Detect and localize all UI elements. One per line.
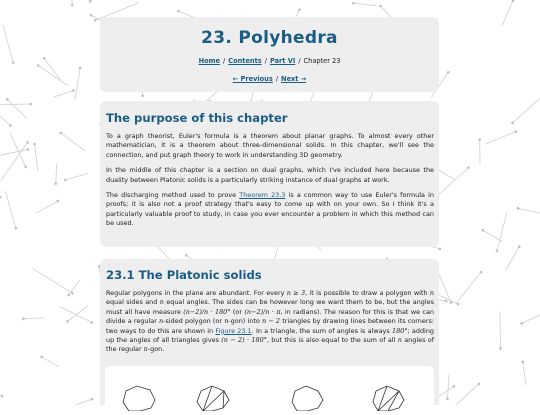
pager	[100, 75, 439, 83]
background-line	[3, 25, 13, 63]
background-node	[447, 71, 450, 74]
background-node	[141, 95, 144, 98]
background-node	[91, 321, 94, 324]
background-node	[0, 196, 1, 199]
background-node	[467, 166, 470, 169]
background-node	[29, 103, 32, 106]
background-line	[353, 3, 376, 6]
background-line	[522, 313, 540, 324]
background-node	[298, 8, 301, 11]
background-node	[439, 247, 442, 250]
background-line	[61, 133, 85, 151]
page-title: 23. Polyhedra	[100, 17, 439, 48]
math: (n − 2) · 180°	[221, 336, 267, 344]
background-line	[44, 58, 61, 80]
background-node	[482, 229, 485, 232]
breadcrumb-part-link[interactable]: Part VI	[270, 57, 295, 65]
heptagon-triangulated-shape	[373, 386, 404, 411]
background-node	[71, 4, 74, 7]
background-node	[480, 271, 483, 274]
background-node	[177, 10, 180, 13]
paragraph: Regular polygons in the plane are abundant. For every n ≥ 3, it is possible to draw a polygon with n equal sides and n equal angles. The sides can be however long we want them to be, but the angles must all have measure (n−2)/n · 180° (or (n−2)/n · π, in radians). The reason for this is that we can divide a regular n-sided polygon (or n-gon) into n − 2 triangles by drawing lines between its corners: two ways to do this are shown in Figure 23.1. In a triangle, the sum of angles is always 180°; adding up the angles of all triangles gives (n − 2) · 180°, but this is also equal to the sum of all n angles of the regular n-gon.	[106, 289, 434, 355]
background-node	[66, 320, 69, 323]
previous-link[interactable]: ← Previous	[233, 75, 273, 83]
background-line	[42, 357, 59, 367]
purpose-section	[100, 101, 439, 247]
polygon-figure	[105, 366, 434, 411]
background-line	[35, 144, 38, 171]
background-node	[450, 301, 453, 304]
background-node	[520, 322, 523, 325]
math: n	[159, 317, 163, 325]
platonic-section	[100, 259, 439, 405]
paragraph: The discharging method used to prove Theorem 23.3 is a common way to use Euler's formula in proofs; it is also not a proof strategy that's easy to come up with on your own. So I think it's a particularly valuable proof to study, in case you ever encounter a problem in which this method can be used.	[106, 191, 434, 229]
background-node	[26, 141, 29, 144]
paragraph: To a graph theorist, Euler's formula is a theorem about planar graphs. To almost every other mathematician, it is a theorem about three-dimensional solids. In this chapter, we'll see the connection, and put graph theory to work in understanding 3D geometry.	[106, 132, 434, 160]
background-line	[90, 0, 116, 1]
background-line	[68, 399, 92, 405]
background-line	[445, 384, 479, 405]
figure-link[interactable]: Figure 23.1	[215, 327, 251, 335]
heptagon-shape	[292, 386, 323, 411]
background-line	[505, 247, 519, 271]
background-node	[79, 67, 82, 70]
background-node	[12, 61, 15, 64]
background-line	[7, 99, 27, 118]
background-line	[485, 132, 515, 144]
background-line	[0, 112, 10, 125]
background-node	[496, 249, 499, 252]
heptagon-shape	[123, 386, 155, 411]
math: n	[224, 317, 228, 325]
background-line	[456, 272, 481, 303]
background-line	[56, 164, 57, 184]
background-node	[43, 57, 46, 60]
background-line	[5, 191, 16, 228]
background-node	[446, 397, 449, 400]
background-node	[54, 182, 57, 185]
background-node	[518, 245, 521, 248]
background-node	[94, 19, 97, 22]
background-node	[24, 166, 27, 169]
background-node	[27, 148, 30, 151]
background-line	[75, 68, 80, 100]
background-line	[518, 208, 540, 215]
background-node	[37, 64, 40, 67]
background-line	[448, 374, 450, 398]
math: n	[398, 336, 402, 344]
math: (n−2)/n · 180°	[183, 308, 230, 316]
background-node	[457, 303, 460, 306]
paragraph: In the middle of this chapter is a section on dual graphs, which I've included here because the duality between Platonic solids is a particularly striking instance of dual graphs at work.	[106, 166, 434, 185]
math: (n−2)/n · π	[244, 308, 280, 316]
math: n ≥ 3	[287, 289, 305, 297]
background-node	[512, 0, 515, 2]
background-line	[0, 379, 2, 397]
figure-23-1	[105, 366, 434, 411]
breadcrumb-current: Chapter 23	[304, 57, 341, 65]
background-node	[352, 2, 355, 5]
breadcrumb-contents-link[interactable]: Contents	[228, 57, 261, 65]
background-node	[517, 207, 520, 210]
math: n − 2	[262, 317, 280, 325]
background-node	[89, 0, 92, 3]
math: n	[144, 345, 148, 353]
background-line	[38, 65, 68, 85]
background-node	[22, 318, 25, 321]
background-node	[40, 356, 43, 359]
breadcrumb-separator: /	[298, 57, 300, 65]
background-node	[452, 385, 455, 388]
background-node	[499, 347, 502, 350]
background-line	[10, 133, 26, 167]
background-line	[0, 149, 28, 159]
breadcrumb-home-link[interactable]: Home	[199, 57, 220, 65]
background-node	[1, 395, 4, 398]
background-node	[185, 254, 188, 257]
background-line	[36, 201, 58, 213]
math: 180°	[392, 327, 408, 335]
section-heading: The purpose of this chapter	[106, 101, 434, 125]
background-line	[513, 97, 540, 122]
background-node	[33, 143, 36, 146]
background-node	[478, 383, 481, 386]
background-node	[90, 14, 93, 17]
background-node	[9, 124, 12, 127]
background-node	[91, 398, 94, 401]
background-line	[32, 268, 72, 293]
background-node	[71, 292, 74, 295]
breadcrumb-separator: /	[223, 57, 225, 65]
background-node	[521, 361, 524, 364]
background-line	[69, 280, 80, 295]
next-link[interactable]: Next →	[281, 75, 306, 83]
background-line	[54, 91, 74, 97]
background-line	[60, 307, 92, 323]
background-node	[511, 122, 514, 125]
background-node	[64, 179, 67, 182]
breadcrumb-separator: /	[265, 57, 267, 65]
background-node	[60, 132, 63, 135]
theorem-link[interactable]: Theorem 23.3	[239, 191, 285, 199]
background-line	[23, 318, 44, 319]
background-node	[15, 227, 18, 230]
background-line	[502, 1, 513, 26]
section-heading: 23.1 The Platonic solids	[106, 259, 434, 282]
math: n	[430, 289, 434, 297]
math: n	[160, 298, 164, 306]
background-node	[379, 5, 382, 8]
header-card	[100, 17, 439, 92]
background-node	[445, 300, 448, 303]
heptagon-triangulated-shape	[197, 386, 229, 411]
background-line	[0, 104, 31, 105]
background-node	[478, 138, 481, 141]
background-node	[514, 130, 517, 133]
background-line	[65, 173, 88, 180]
background-line	[497, 213, 507, 251]
background-node	[57, 200, 60, 203]
background-node	[67, 294, 70, 297]
background-node	[72, 89, 75, 92]
background-node	[6, 98, 9, 101]
background-line	[523, 362, 526, 385]
pager-separator: /	[276, 75, 278, 83]
breadcrumb	[100, 57, 439, 65]
background-line	[500, 311, 501, 348]
